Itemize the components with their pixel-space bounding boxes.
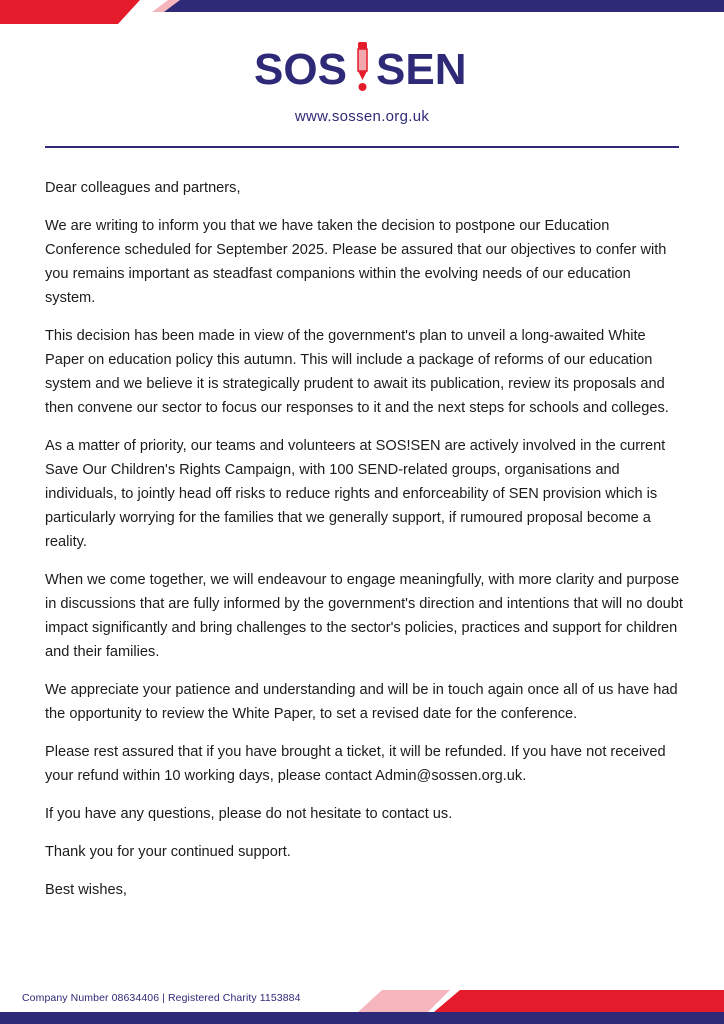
letter-body (45, 176, 685, 916)
paragraph-1: We are writing to inform you that we have taken the decision to postpone our Education Conference scheduled for September 2025. Please be assured that our objectives to confer with you remains important as steadfast companions within the evolving needs of our education system. (45, 218, 667, 306)
paragraph-6: Please rest assured that if you have brought a ticket, it will be refunded. If you have not received your refund within 10 working days, please contact Admin@sossen.org.uk. (45, 744, 666, 784)
pencil-exclamation-icon (358, 42, 367, 91)
signoff: Best wishes, (45, 882, 127, 898)
paragraph-8: Thank you for your continued support. (45, 844, 291, 860)
header-divider (45, 146, 679, 148)
paragraph-2: This decision has been made in view of the government's plan to unveil a long-awaited White Paper on education policy this autumn. This will include a package of reforms of our education system and we believe it is strategically prudent to await its publication, review its proposals and then convene our sector to focus our responses to it and the next steps for schools and colleges. (45, 328, 669, 416)
logo-text-left: SOS (254, 45, 347, 94)
website-link[interactable]: www.sossen.org.uk (294, 108, 430, 125)
logo-text-right: SEN (376, 45, 467, 94)
greeting: Dear colleagues and partners, (45, 180, 241, 196)
logo (0, 40, 724, 96)
paragraph-7: If you have any questions, please do not hesitate to contact us. (45, 806, 453, 822)
company-info: Company Number 08634406 | Registered Charity 1153884 (22, 992, 301, 1004)
paragraph-3: As a matter of priority, our teams and volunteers at SOS!SEN are actively involved in the current Save Our Children's Rights Campaign, with 100 SEND-related groups, organisations and individuals, to jointly head off risks to reduce rights and enforceability of SEN provision which is particularly worrying for the families that we generally support, if rumoured proposal become a reality. (45, 438, 666, 550)
paragraph-5: We appreciate your patience and understanding and will be in touch again once all of us have had the opportunity to review the White Paper, to set a revised date for the conference. (45, 682, 678, 722)
paragraph-4: When we come together, we will endeavour to engage meaningfully, with more clarity and purpose in discussions that are fully informed by the government's direction and intentions that will no doubt impact significantly and bring challenges to the sector's policies, practices and support for children and their families. (45, 572, 683, 660)
top-decorative-band (0, 0, 724, 24)
